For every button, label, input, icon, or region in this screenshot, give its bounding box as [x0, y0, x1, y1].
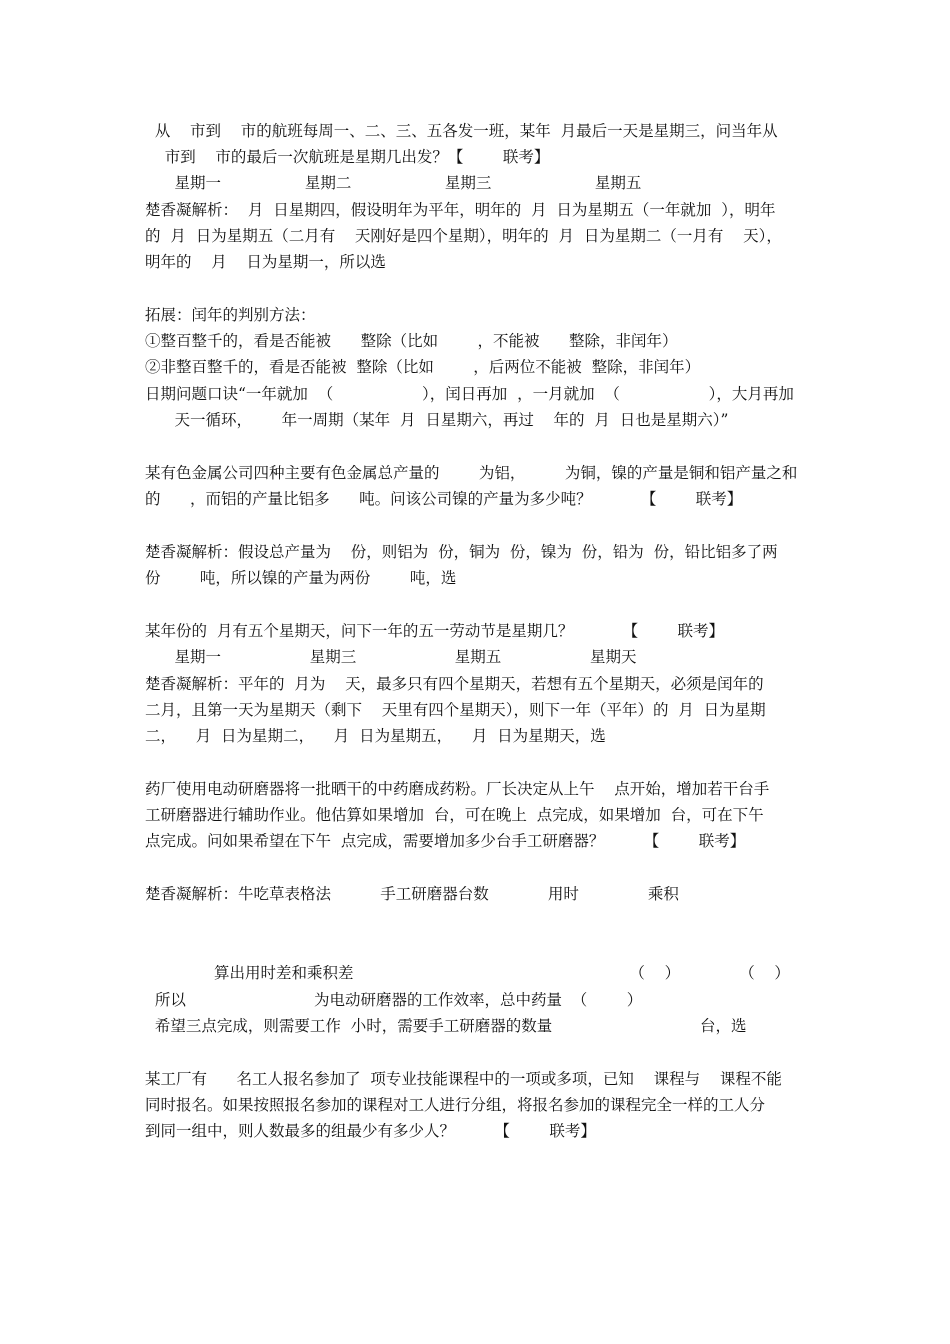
analysis-4-efficiency: 所以 为电动研磨器的工作效率，总中药量 （ ） [145, 991, 643, 1009]
question-1-options: 星期一 星期二 星期三 星期五 [145, 174, 642, 192]
analysis-1-line-2: 的 月 日为星期五（二月有 天刚好是四个星期），明年的 月 日为星期二（一月有 天）， [145, 227, 782, 245]
analysis-4-table-header: 楚香凝解析：牛吃草表格法 手工研磨器台数 用时 乘积 [145, 885, 679, 903]
question-2-line-1: 某有色金属公司四种主要有色金属总产量的 为铝， 为铜，镍的产量是铜和铝产量之和 [145, 464, 798, 482]
question-1-line-2: 市到 市的最后一次航班是星期几出发？【 联考】 [145, 148, 550, 166]
analysis-3-line-2: 二月，且第一天为星期天（剩下 天里有四个星期天），则下一年（平年）的 月 日为星期 [145, 701, 766, 719]
analysis-2-line-2: 份 吨，所以镍的产量为两份 吨，选 [145, 569, 457, 587]
analysis-3-line-1: 楚香凝解析：平年的 月为 天，最多只有四个星期天，若想有五个星期天，必须是闰年的 [145, 675, 764, 693]
question-4-line-2: 工研磨器进行辅助作业。他估算如果增加 台，可在晚上 点完成，如果增加 台，可在下午 [145, 806, 764, 824]
question-4-line-1: 药厂使用电动研磨器将一批晒干的中药磨成药粉。厂长决定从上午 点开始，增加若干台手 [145, 780, 770, 798]
question-5-line-1: 某工厂有 名工人报名参加了 项专业技能课程中的一项或多项，已知 课程与 课程不能 [145, 1070, 782, 1088]
analysis-2-line-1: 楚香凝解析：假设总产量为 份，则铝为 份，铜为 份，镍为 份，铅为 份，铅比铝多了两 [145, 543, 778, 561]
analysis-4-difference: 算出用时差和乘积差 （ ） （ ） [145, 964, 790, 982]
question-4-line-3: 点完成。问如果希望在下午 点完成，需要增加多少台手工研磨器？ 【 联考】 [145, 832, 746, 850]
question-3-line-1: 某年份的 月有五个星期天，问下一年的五一劳动节是星期几？ 【 联考】 [145, 622, 725, 640]
extension-title: 拓展：闰年的判别方法： [145, 306, 316, 324]
extension-mnemonic-2: 天一循环， 年一周期（某年 月 日星期六，再过 年的 月 日也是星期六）” [145, 411, 729, 429]
analysis-1-line-3: 明年的 月 日为星期一，所以选 [145, 253, 386, 271]
analysis-1-line-1: 楚香凝解析： 月 日星期四，假设明年为平年，明年的 月 日为星期五（一年就加 ），明年 [145, 201, 776, 219]
extension-rule-1: ①整百整千的，看是否能被 整除（比如 ，不能被 整除，非闰年） [145, 332, 678, 350]
analysis-3-line-3: 二， 月 日为星期二， 月 日为星期五， 月 日为星期天，选 [145, 727, 606, 745]
extension-mnemonic-1: 日期问题口诀“一年就加 （ ），闰日再加 ，一月就加 （ ），大月再加 [145, 385, 794, 403]
question-5-line-2: 同时报名。如果按照报名参加的课程对工人进行分组，将报名参加的课程完全一样的工人分 [145, 1096, 766, 1114]
extension-rule-2: ②非整百整千的，看是否能被 整除（比如 ，后两位不能被 整除，非闰年） [145, 358, 701, 376]
analysis-4-conclusion: 希望三点完成，则需要工作 小时，需要手工研磨器的数量 台，选 [145, 1017, 747, 1035]
question-5-line-3: 到同一组中，则人数最多的组最少有多少人？ 【 联考】 [145, 1122, 596, 1140]
question-2-line-2: 的 ，而铝的产量比铝多 吨。问该公司镍的产量为多少吨？ 【 联考】 [145, 490, 743, 508]
question-1-line-1: 从 市到 市的航班每周一、二、三、五各发一班，某年 月最后一天是星期三，问当年从 [145, 122, 778, 140]
question-3-options: 星期一 星期三 星期五 星期天 [145, 648, 637, 666]
